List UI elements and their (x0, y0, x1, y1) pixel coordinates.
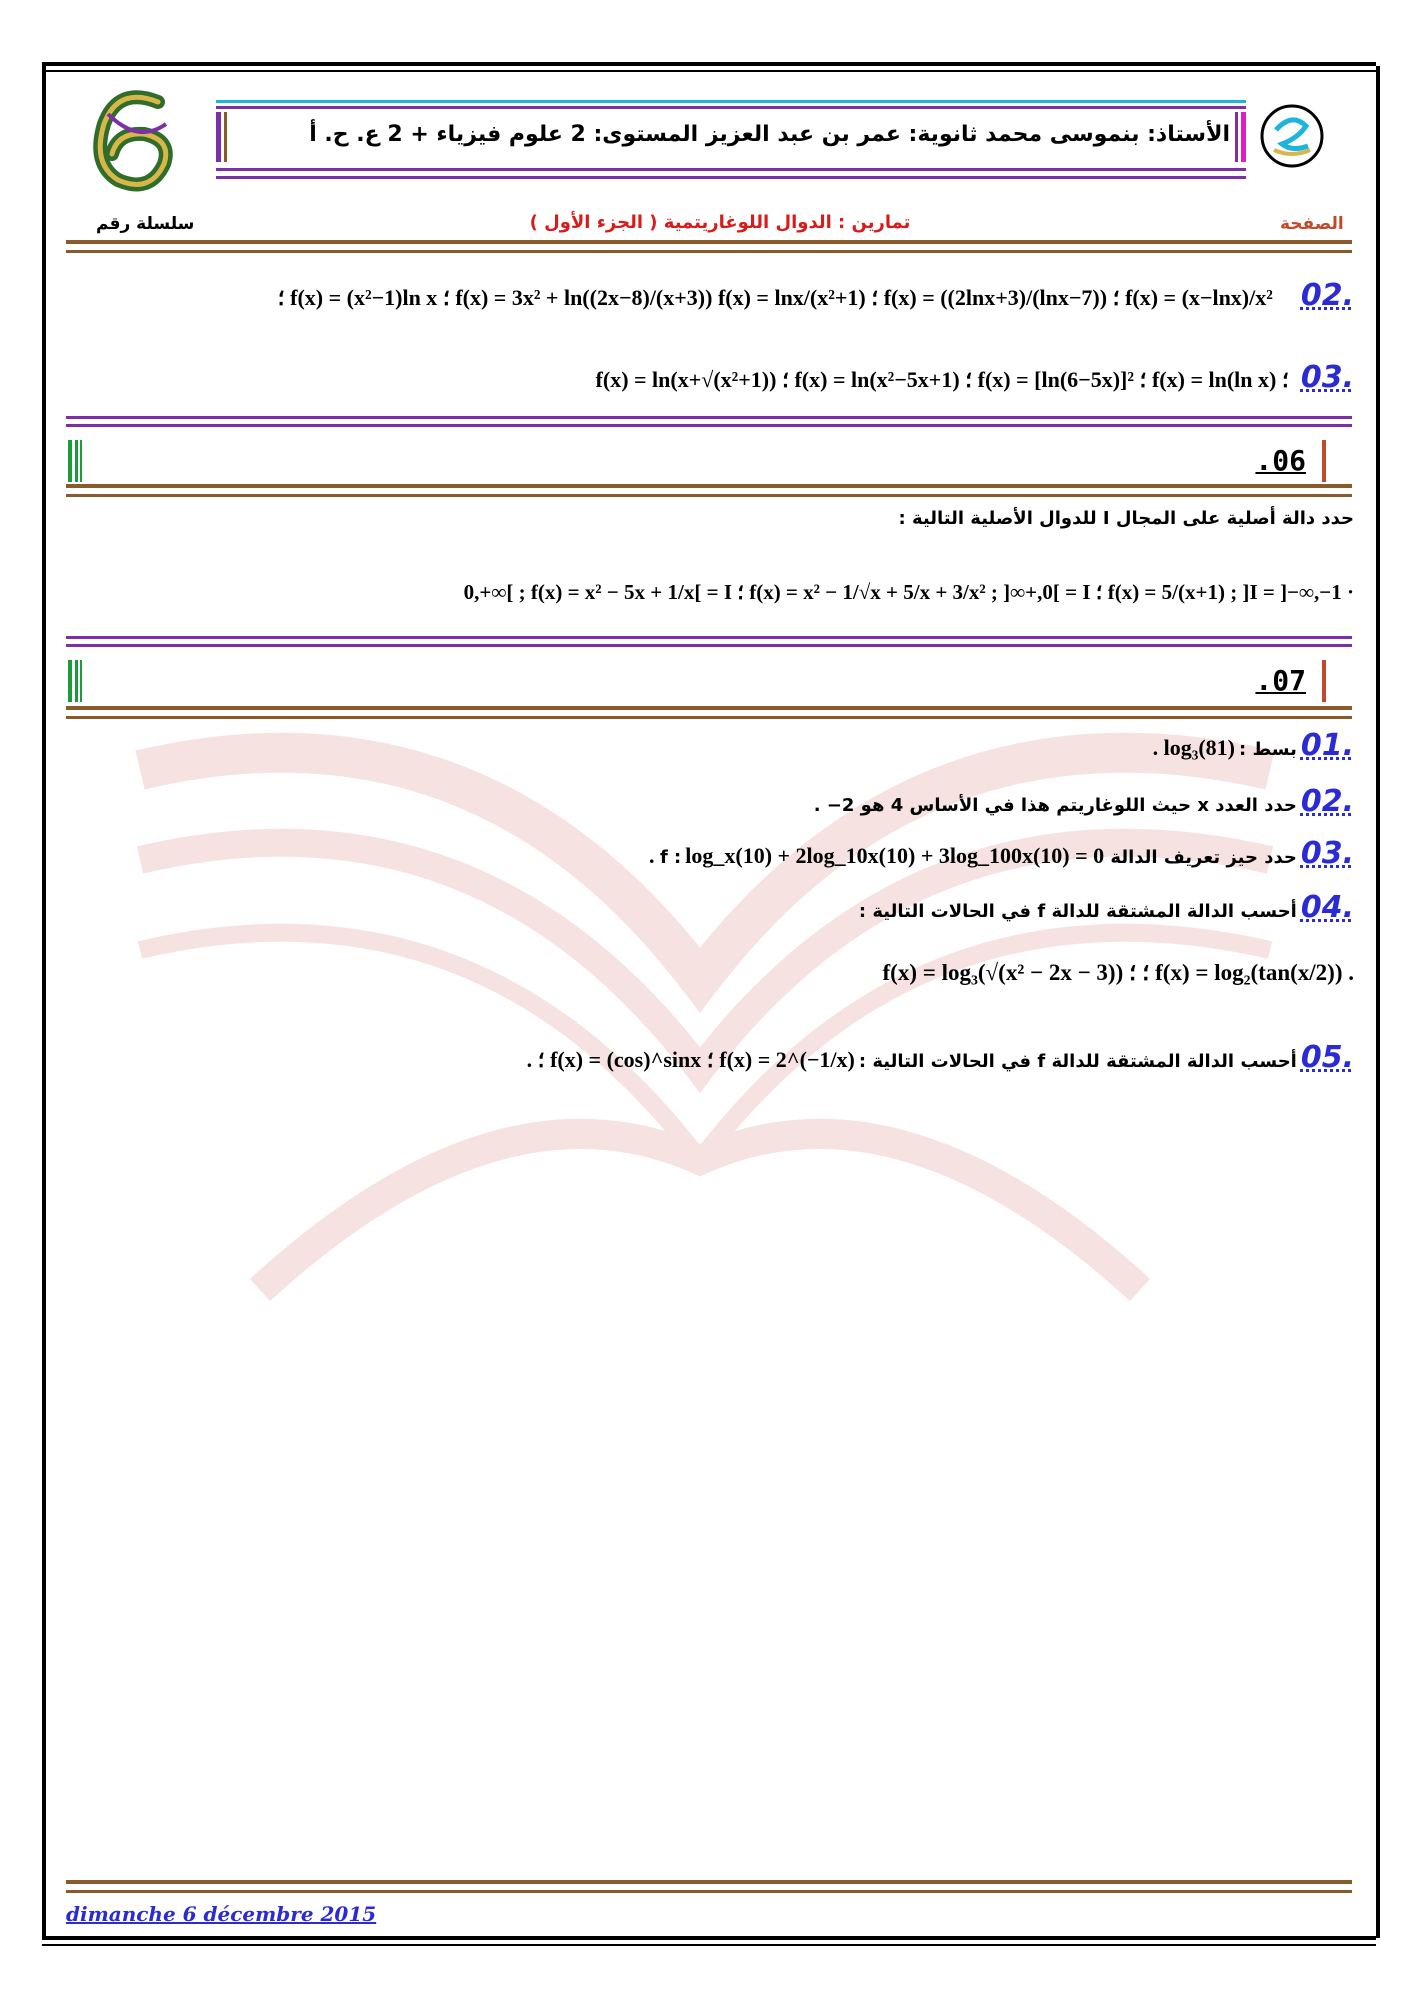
top-rule (42, 62, 1376, 66)
subject-title: تمارين : الدوال اللوغاريتمية ( الجزء الأول ) (529, 212, 911, 233)
divider (66, 240, 1352, 244)
ex06-instruction: حدد دالة أصلية على المجال I للدوال الأصلية التالية : (898, 508, 1354, 529)
school-logo (1258, 102, 1326, 170)
footer-divider (66, 1880, 1352, 1884)
top-rule-thin (42, 70, 1376, 72)
q03-row (74, 360, 1354, 395)
ex07-item-01-text: بسط : (1239, 739, 1297, 760)
ex06-formulas: · I = ]−∞,−1[ ; f(x) = 5/(x+1) ؛ I = ]0,+∞[ ; f(x) = x² − 1/√x + 5/x + 3/x² ؛ I = ]0,+∞[ ; f(x) = x² − 5x + 1/x (463, 580, 1354, 604)
exercise-07-header (68, 660, 1326, 702)
series-label: سلسلة رقم (96, 214, 195, 234)
footer-date: dimanche 6 décembre 2015 (66, 1902, 377, 1926)
page-frame (42, 66, 1380, 1938)
ex07-item-05-math: f(x) = 2^(−1/x) ؛ f(x) = (cos)^sinx ؛ . (526, 1047, 855, 1072)
ex07-item-04-number: .04 (1300, 890, 1354, 925)
q02-formulas: f(x) = (x−lnx)/x² ؛ f(x) = ((2lnx+3)/(lnx−7)) ؛ f(x) = 3x² + ln((2x−8)/(x+3)) f(x) = lnx/(x²+1) ؛ f(x) = (x²−1)ln x ؛ (277, 285, 1273, 310)
ex07-item-01-math: log₃(81) . (1152, 735, 1236, 760)
ex07-item-01-number: .01 (1300, 728, 1354, 763)
ex07-item-05-number: .05 (1300, 1040, 1354, 1075)
q02-number: .02 (1300, 278, 1354, 313)
ex07-item-02 (74, 784, 1354, 819)
bottom-rule (42, 1936, 1376, 1940)
ex07-item-04 (74, 890, 1354, 925)
header-title: الأستاذ: بنموسى محمد ثانوية: عمر بن عبد العزيز المستوى: 2 علوم فيزياء + 2 ع. ح. أ (309, 122, 1230, 147)
series-six-logo (78, 84, 188, 194)
q03-number: .03 (1300, 360, 1354, 395)
ex07-item-05-text: أحسب الدالة المشتقة للدالة f في الحالات التالية : (858, 1051, 1297, 1072)
ex07-item-03-text: حدد حيز تعريف الدالة f : (659, 847, 1297, 868)
ex07-item-04-text: أحسب الدالة المشتقة للدالة f في الحالات التالية : (858, 901, 1297, 922)
ex07-item-03-number: .03 (1300, 836, 1354, 871)
q03-formulas: ؛ f(x) = ln(ln x) ؛ f(x) = [ln(6−5x)]² ؛ f(x) = ln(x²−5x+1) ؛ f(x) = ln(x+√(x²+1)) (595, 367, 1289, 392)
bottom-rule-thin (42, 1944, 1376, 1946)
q02-row (74, 278, 1354, 313)
ex07-item-02-text: حدد العدد x حيث اللوغاريتم هذا في الأساس 4 هو 2− . (813, 795, 1297, 816)
ex07-item-02-number: .02 (1300, 784, 1354, 819)
exercise-06-header (68, 440, 1326, 482)
ex07-item-05 (74, 1040, 1354, 1075)
ex07-q04-formulas: . f(x) = log₂(tan(x/2)) ؛ ؛ f(x) = log₃(√(x² − 2x − 3)) (882, 960, 1354, 985)
ex07-item-01 (74, 728, 1354, 763)
exercise-07-label: .07 (1255, 664, 1306, 697)
ex07-item-03 (74, 836, 1354, 871)
exercise-06-label: .06 (1255, 444, 1306, 477)
page-label: الصفحة (1280, 214, 1344, 234)
ex07-item-03-math: log_x(10) + 2log_10x(10) + 3log_100x(10) = 0 . (648, 843, 1105, 868)
